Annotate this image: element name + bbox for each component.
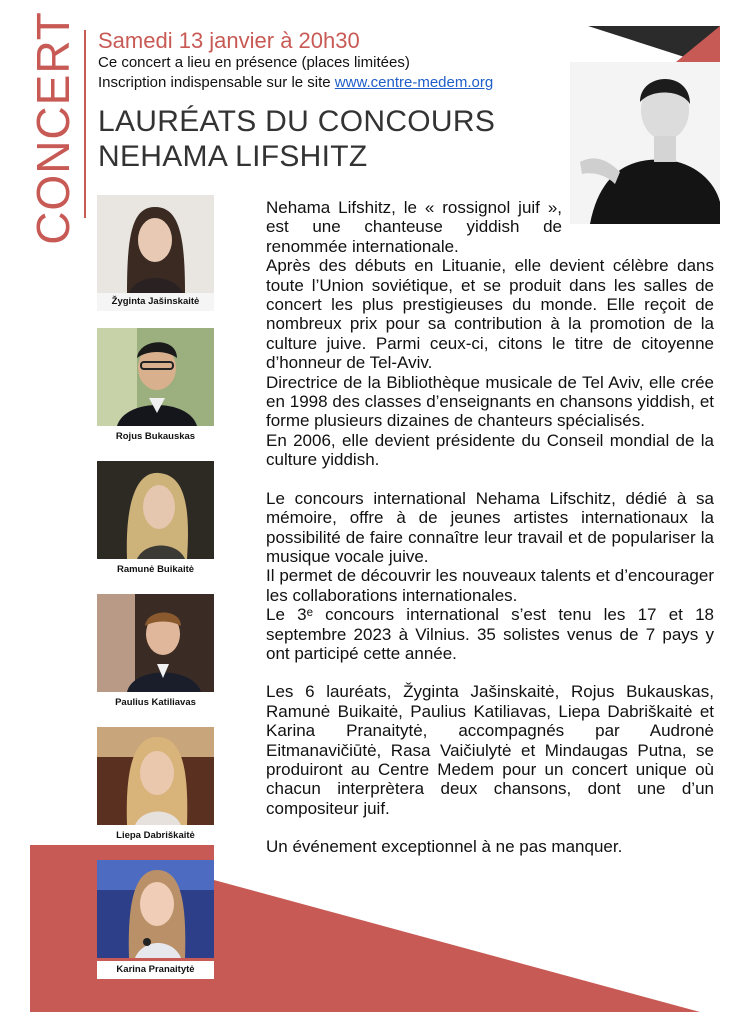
- divider-line: [84, 30, 86, 218]
- laureate-name-1: Žyginta Jašinskaitė: [97, 293, 214, 311]
- laureate-photo-1: [97, 195, 214, 293]
- paragraph-library: Directrice de la Bibliothèque musicale de Tel Aviv, elle crée en 1998 des classes d’enseignants en chansons yiddish, et forme plusieurs dizaines de chanteurs spécialisés.: [266, 372, 714, 431]
- laureate-name-4: Paulius Katiliavas: [97, 694, 214, 712]
- article-body: [266, 198, 714, 857]
- laureate-photo-6: [97, 860, 214, 958]
- paragraph-talents: Il permet de découvrir les nouveaux talents et d’encourager les collaborations internationales.: [266, 566, 714, 605]
- paragraph-career: Après des débuts en Lituanie, elle devient célèbre dans toute l’Union soviétique, et se produit dans les salles de concert les plus prestigieuses du monde. Elle reçoit de nombreux prix pour sa contribution à la promotion de la culture juive. Parmi ceux-ci, citons le titre de citoyenne d’honneur de Tel-Aviv.: [266, 256, 714, 373]
- paragraph-council: En 2006, elle devient présidente du Conseil mondial de la culture yiddish.: [266, 430, 714, 470]
- laureate-photo-3: [97, 461, 214, 559]
- paragraph-intro: Nehama Lifshitz, le « rossignol juif », est une chanteuse yiddish de renommée internationale.: [266, 198, 562, 256]
- title-line-2: NEHAMA LIFSHITZ: [98, 140, 368, 173]
- event-date: Samedi 13 janvier à 20h30: [98, 28, 360, 53]
- registration-text: Inscription indispensable sur le site: [98, 74, 335, 91]
- registration-info: [98, 74, 493, 91]
- concert-vertical-label: CONCERT: [27, 11, 79, 245]
- presence-info: Ce concert a lieu en présence (places limitées): [98, 54, 410, 71]
- laureate-photo-5: [97, 727, 214, 825]
- paragraph-edition: Le 3ᵉ concours international s’est tenu les 17 et 18 septembre 2023 à Vilnius. 35 solistes venus de 7 pays y ont participé cette année.: [266, 605, 714, 663]
- laureate-name-3: Ramunė Buikaitė: [97, 561, 214, 579]
- paragraph-competition: Le concours international Nehama Lifschitz, dédié à sa mémoire, offre à de jeunes artistes internationaux la possibilité de faire connaître leur travail et de populariser la musique vocale juive.: [266, 488, 714, 566]
- laureate-name-5: Liepa Dabriškaitė: [97, 827, 214, 845]
- paragraph-closing: Un événement exceptionnel à ne pas manquer.: [266, 837, 623, 857]
- paragraph-laureates: Les 6 lauréats, Žyginta Jašinskaitė, Rojus Bukauskas, Ramunė Buikaitė, Paulius Katiliavas, Liepa Dabriškaitė et Karina Pranaitytė, accompagnés par Audronė Eitmanavičiūtė, Rasa Vaičiulytė et Mindaugas Putna, se produiront au Centre Medem pour un concert unique où chacun interprètera deux chansons, dont une d’un compositeur juif.: [266, 682, 714, 818]
- website-link[interactable]: www.centre-medem.org: [334, 74, 494, 91]
- page-title: [98, 104, 495, 174]
- laureate-photo-2: [97, 328, 214, 426]
- laureate-name-2: Rojus Bukauskas: [97, 428, 214, 446]
- title-line-1: LAURÉATS DU CONCOURS: [98, 105, 496, 138]
- laureate-name-6: Karina Pranaitytė: [97, 961, 214, 979]
- laureate-photo-4: [97, 594, 214, 692]
